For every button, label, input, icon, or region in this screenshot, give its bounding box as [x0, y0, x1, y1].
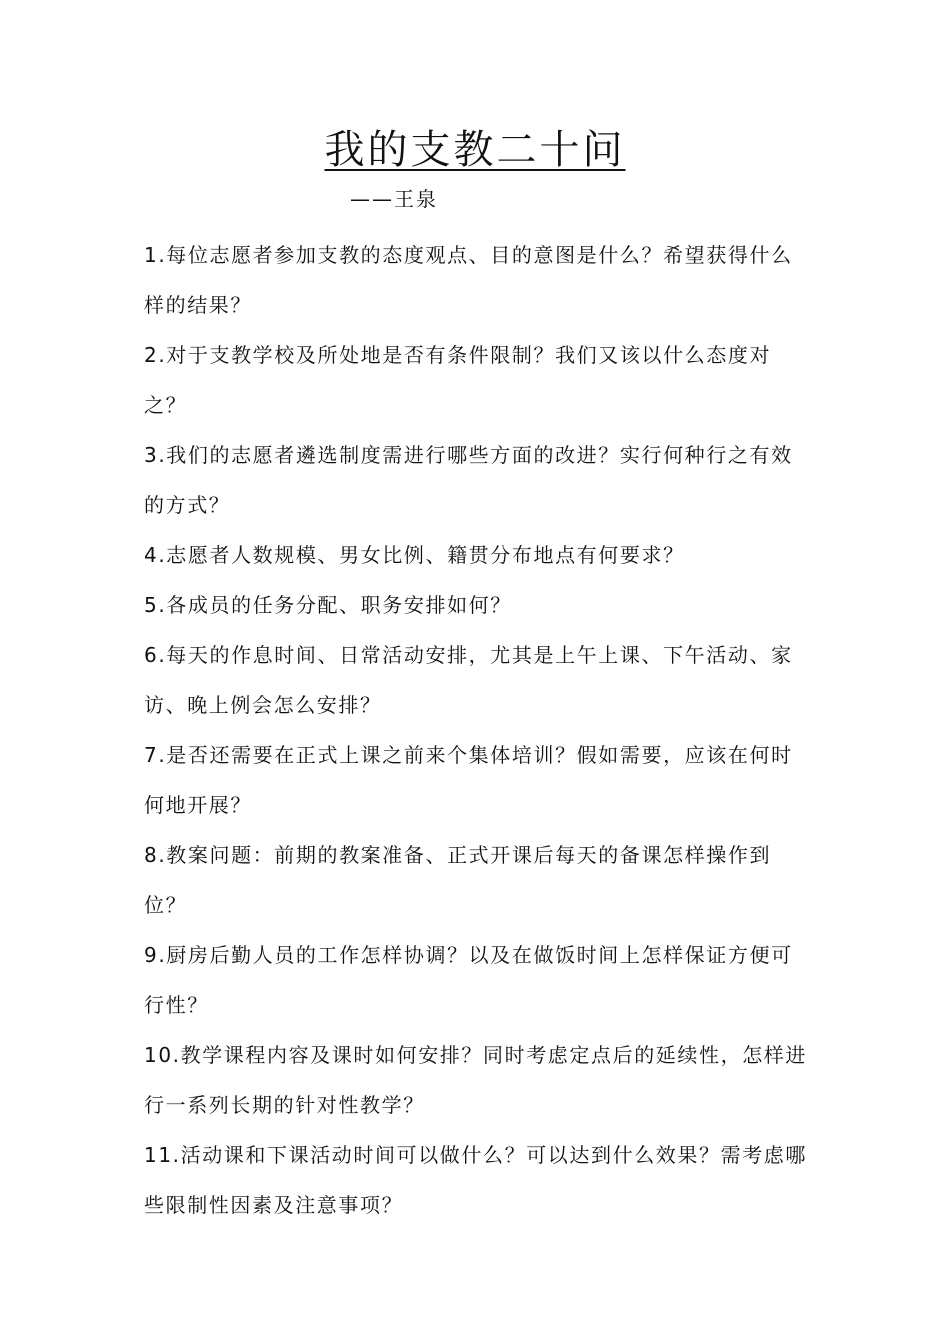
- question-item: 5.各成员的任务分配、职务安排如何？: [144, 593, 512, 617]
- question-list: [144, 230, 810, 1230]
- question-item: 3.我们的志愿者遴选制度需进行哪些方面的改进？实行何种行之有效的方式？: [144, 443, 793, 517]
- document-author: ——王泉: [350, 187, 438, 211]
- document-title-text: 我的支教二十问: [324, 127, 626, 173]
- question-item: 10.教学课程内容及课时如何安排？同时考虑定点后的延续性，怎样进行一系列长期的针对性教学？: [144, 1043, 808, 1117]
- question-item: 1.每位志愿者参加支教的态度观点、目的意图是什么？希望获得什么样的结果？: [144, 243, 793, 317]
- question-item: 4.志愿者人数规模、男女比例、籍贯分布地点有何要求？: [144, 543, 685, 567]
- question-item: 6.每天的作息时间、日常活动安排，尤其是上午上课、下午活动、家访、晚上例会怎么安排？: [144, 643, 793, 717]
- question-item: 11.活动课和下课活动时间可以做什么？可以达到什么效果？需考虑哪些限制性因素及注意事项？: [144, 1143, 808, 1217]
- question-item: 7.是否还需要在正式上课之前来个集体培训？假如需要，应该在何时何地开展？: [144, 743, 793, 817]
- document-title: [0, 122, 950, 178]
- question-item: 2.对于支教学校及所处地是否有条件限制？我们又该以什么态度对之？: [144, 343, 772, 417]
- question-item: 8.教案问题：前期的教案准备、正式开课后每天的备课怎样操作到位？: [144, 843, 772, 917]
- question-item: 9.厨房后勤人员的工作怎样协调？以及在做饭时间上怎样保证方便可行性？: [144, 943, 793, 1017]
